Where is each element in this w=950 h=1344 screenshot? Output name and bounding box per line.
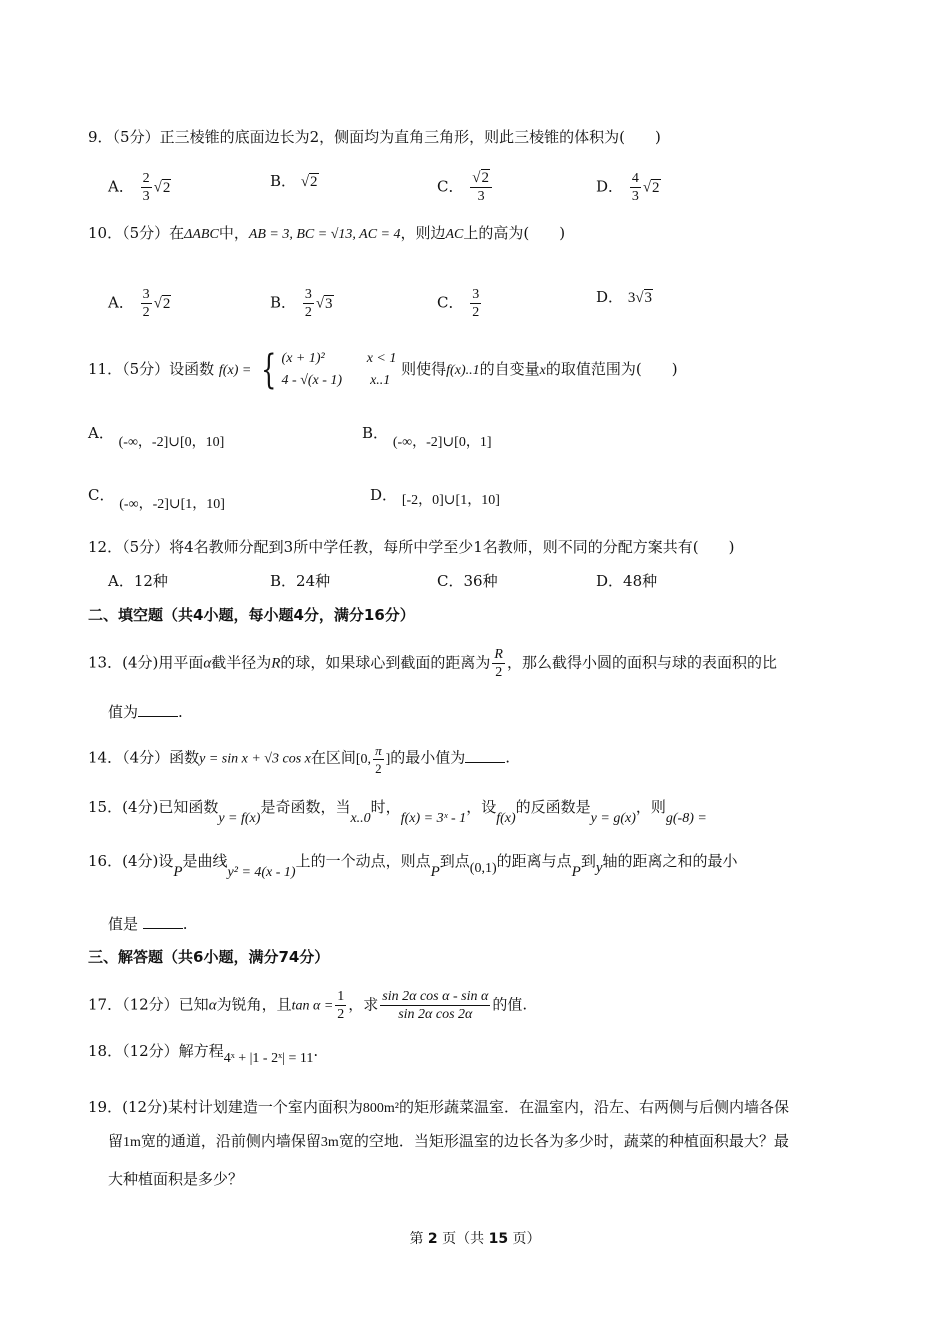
text: 的值. (492, 995, 528, 1014)
option-value: (-∞，-2]∪[1，10] (119, 497, 225, 512)
q11-option-c (88, 484, 225, 512)
math: 1m (123, 1135, 141, 1150)
math: x..0 (350, 811, 371, 826)
numerator: sin 2α cos α - sin α (382, 989, 489, 1004)
fraction: $\frac{1}{2}$ (337, 989, 345, 1022)
question-15 (88, 796, 707, 826)
text: 13．(4分)用平面 (88, 653, 204, 672)
math: y (595, 860, 603, 876)
text: 宽的空地．当矩形温室的边长各为多少时，蔬菜的种植面积最大？最 (338, 1132, 789, 1150)
page-footer (0, 1228, 950, 1248)
option-label: D． (596, 177, 624, 196)
question-11-stem (88, 348, 678, 392)
option-label: A． (88, 424, 114, 442)
math: (0,1) (469, 861, 497, 876)
text: 10．（5分）在 (88, 224, 185, 242)
page-number: 2 (427, 1231, 438, 1247)
option-label: A． (108, 293, 134, 312)
text: 则使得 (401, 360, 447, 378)
math: f(x)..1 (446, 363, 480, 378)
math: y = f(x) (218, 811, 261, 826)
text: 15．(4分)已知函数 (88, 798, 219, 816)
fraction: $\frac{3}{2}$ (142, 287, 150, 320)
text: 上的高为( ) (463, 224, 566, 242)
answer-blank[interactable] (138, 700, 178, 717)
text: 的反函数是 (515, 798, 591, 816)
q11-option-b (362, 422, 492, 450)
text: 中， (218, 224, 249, 242)
case-2: 4 - √(x - 1) x..1 (281, 373, 391, 388)
piecewise: { (x + 1)² x < 1 4 - √(x - 1) x..1 (261, 347, 397, 393)
question-16-line-2: 值是 . (108, 912, 188, 935)
math: ΔABC (184, 227, 219, 242)
text: 的自变量 (479, 360, 540, 378)
section-3-heading: 三、解答题（共6小题，满分74分） (88, 948, 330, 966)
question-10-stem (88, 222, 565, 246)
text: 时， (370, 798, 401, 816)
denominator: sin 2α cos 2α (398, 1007, 473, 1022)
math: α (203, 655, 212, 672)
text: ，求 (348, 995, 379, 1014)
sqrt: √2 (642, 179, 660, 196)
option-label: C． (88, 486, 115, 504)
fraction: $\frac{√2}{3}$ (470, 170, 492, 205)
q12-option-b: B．24种 (270, 572, 331, 590)
text: 页（共 (442, 1231, 485, 1247)
total-pages: 15 (488, 1231, 509, 1247)
text: ，那么截得小圆的面积与球的表面积的比 (506, 653, 777, 672)
sqrt: √2 (153, 295, 171, 312)
text: 18．（12分）解方程 (88, 1042, 224, 1060)
math: g(-8) = (665, 811, 707, 826)
text: 是奇函数，当 (260, 798, 351, 816)
text: 截半径为 (211, 653, 272, 672)
q10-option-b (270, 286, 334, 321)
text: 值是 (108, 915, 139, 933)
text: 在区间 (310, 748, 356, 767)
text: 留 (108, 1132, 124, 1150)
math: P (571, 864, 581, 880)
q9-option-d (596, 170, 661, 205)
fraction: $\frac{3}{2}$ (304, 287, 312, 320)
math: y² = 4(x - 1) (227, 865, 296, 880)
question-19-line-1 (88, 1096, 789, 1120)
math: 4ˣ + |1 - 2ˣ| = 11 (223, 1051, 314, 1066)
text: ，则 (635, 798, 666, 816)
text: 14．（4分）函数 (88, 748, 200, 767)
question-19-line-2 (108, 1130, 789, 1154)
q9-option-c (437, 170, 494, 205)
q9-option-b (270, 170, 319, 193)
text: 是曲线 (182, 852, 228, 870)
text: 到 (580, 852, 596, 870)
text: 的最小值为 (390, 748, 466, 767)
fraction: $\frac{2}{3}$ (142, 171, 150, 204)
question-18: 18．（12分）解方程4ˣ + |1 - 2ˣ| = 11. (88, 1042, 319, 1066)
math: P (173, 864, 183, 880)
fraction: $\frac{R}{2}$ (494, 647, 503, 680)
text: 的取值范围为( ) (545, 360, 678, 378)
answer-blank[interactable] (143, 912, 183, 929)
fraction: $\frac{4}{3}$ (631, 171, 639, 204)
option-label: D． (596, 288, 624, 306)
q11-option-d (370, 484, 500, 508)
sqrt: √2 (300, 174, 318, 190)
math: f(x) = (218, 363, 252, 378)
question-9-stem: 9．（5分）正三棱锥的底面边长为2，侧面均为直角三角形，则此三棱锥的体积为( ) (88, 128, 661, 146)
option-value: (-∞，-2]∪[0，1] (392, 435, 492, 450)
q10-option-a (108, 286, 171, 321)
q10-option-d: D． 3√3 (596, 288, 653, 306)
math: f(x) = 3ˣ - 1 (400, 811, 467, 826)
text: 到点 (439, 852, 470, 870)
sqrt: √3 (315, 295, 333, 312)
text: ，设 (466, 798, 497, 816)
text: 17．（12分）已知 (88, 995, 209, 1014)
math: 800m² (362, 1101, 399, 1116)
section-2-heading: 二、填空题（共4小题，每小题4分，满分16分） (88, 606, 415, 624)
text: 轴的距离之和的最小 (602, 852, 738, 870)
math: α (208, 997, 217, 1014)
text: 宽的通道，沿前侧内墙保留 (140, 1132, 321, 1150)
question-17 (88, 988, 527, 1023)
interval: [0, $\frac{\pi}{2}$ ] (355, 743, 391, 776)
math: f(x) (496, 811, 516, 826)
text: 的球，如果球心到截面的距离为 (280, 653, 491, 672)
math: 3m (320, 1135, 339, 1150)
text: 16．(4分)设 (88, 852, 174, 870)
text: 的距离与点 (496, 852, 572, 870)
text: 19．(12分)某村计划建造一个室内面积为 (88, 1098, 363, 1116)
answer-blank[interactable] (465, 746, 505, 763)
math: y = g(x) (590, 811, 636, 826)
option-label: C． (437, 177, 464, 196)
option-label: B． (270, 172, 297, 190)
text: ，则边 (400, 224, 446, 242)
q9-option-a (108, 170, 171, 205)
option-label: B． (362, 424, 389, 442)
option-label: D． (370, 486, 398, 504)
q12-option-d: D．48种 (596, 572, 658, 590)
q11-option-a (88, 422, 225, 450)
question-12-stem: 12．（5分）将4名教师分配到3所中学任教，每所中学至少1名教师，则不同的分配方案共有( ) (88, 538, 735, 556)
fraction: $\frac{3}{2}$ (472, 287, 480, 320)
q10-option-c (437, 286, 483, 321)
option-value: (-∞，-2]∪[0，10] (118, 435, 225, 450)
math: tan α = (291, 998, 334, 1014)
question-16-line-1 (88, 850, 738, 880)
question-19-line-3: 大种植面积是多少？ (108, 1170, 244, 1188)
sqrt: √3 (635, 290, 653, 306)
math: AB = 3, BC = √13, AC = 4 (248, 227, 401, 242)
text: 的矩形蔬菜温室．在温室内，沿左、右两侧与后侧内墙各保 (398, 1098, 789, 1116)
option-label: B． (270, 293, 297, 312)
q12-option-a: A．12种 (108, 572, 168, 590)
text: 上的一个动点，则点 (295, 852, 431, 870)
question-13-line-2: 值为 . (108, 700, 183, 723)
question-13-line-1 (88, 646, 777, 681)
math: x (539, 363, 546, 378)
math: y = sin x + √3 cos x (199, 751, 311, 767)
case-1: (x + 1)² x < 1 (281, 351, 397, 366)
fraction (380, 988, 490, 1023)
text: 第 (409, 1231, 424, 1247)
math: P (430, 864, 440, 880)
text: 为锐角，且 (216, 995, 292, 1014)
sqrt: √2 (153, 179, 171, 196)
q12-option-c: C．36种 (437, 572, 498, 590)
math: AC (445, 227, 464, 242)
text: 值为 (108, 703, 139, 721)
option-label: A． (108, 177, 134, 196)
option-label: C． (437, 293, 464, 312)
math: R (271, 655, 281, 672)
option-value: [-2，0]∪[1，10] (401, 493, 500, 508)
text: 页） (512, 1231, 541, 1247)
question-14: 14．（4分）函数y = sin x + √3 cos x在区间[0, $\frac{\pi}{2}$ ]的最小值为 . (88, 743, 511, 776)
text: 11．（5分）设函数 (88, 360, 215, 378)
